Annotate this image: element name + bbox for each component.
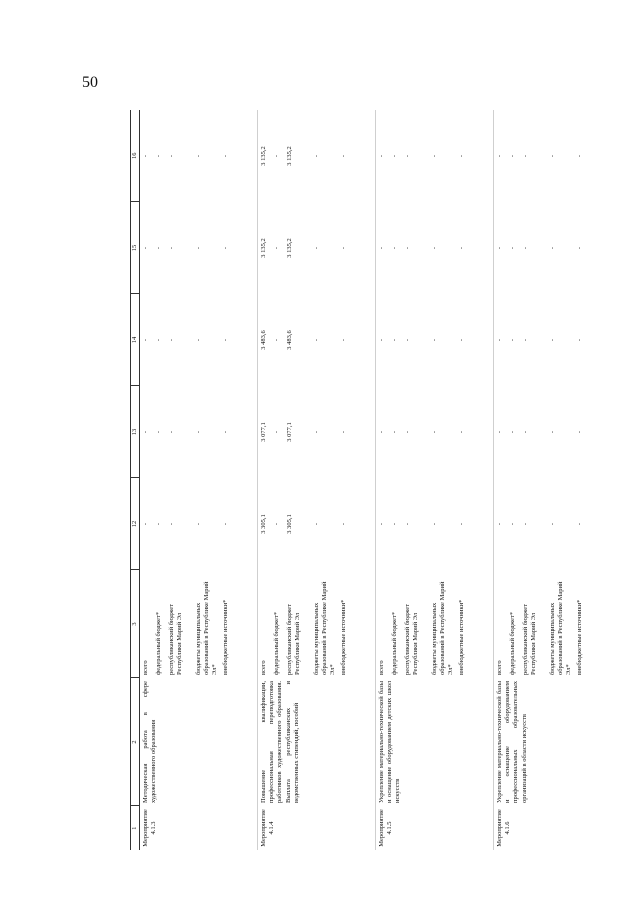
value-cell: - xyxy=(142,522,150,526)
page-number: 50 xyxy=(82,74,98,91)
value-cell: - xyxy=(313,338,321,342)
value-cell: - xyxy=(195,154,203,158)
value-cell: - xyxy=(431,154,439,158)
value-cell: - xyxy=(496,246,504,250)
value-column xyxy=(258,386,376,478)
funding-source-label: внебюджетные источники* xyxy=(576,599,584,675)
value-cell: - xyxy=(431,338,439,342)
value-cell: - xyxy=(313,522,321,526)
value-cell: - xyxy=(458,154,466,158)
value-cell: - xyxy=(142,338,150,342)
value-cell: - xyxy=(313,430,321,434)
value-cell: - xyxy=(378,430,386,434)
value-cell: 3 135,2 xyxy=(260,238,268,258)
value-cell: - xyxy=(222,522,230,526)
budget-table xyxy=(130,110,612,850)
measure-name: Методическая работа в сфере художественного образования xyxy=(142,681,158,803)
funding-source-label: республиканский бюджет Республики Марий Эл xyxy=(168,603,184,675)
value-cell: - xyxy=(431,246,439,250)
value-cell: - xyxy=(222,246,230,250)
measure-id: Мероприятие 4.1.5 xyxy=(376,806,494,850)
funding-source-label: бюджеты муниципальных образований в Республике Марий Эл* xyxy=(549,581,573,675)
measure-name: Повышение квалификации, профессиональная переподготовка работников художественного образования. Выплата республиканских и ведомственных стипендий, пособий xyxy=(258,678,376,806)
value-cell: - xyxy=(340,338,348,342)
funding-source-label: бюджеты муниципальных образований в Республике Марий Эл* xyxy=(431,581,455,675)
value-cell: - xyxy=(273,430,281,434)
value-cell: - xyxy=(195,246,203,250)
value-cell: - xyxy=(378,246,386,250)
value-cell: - xyxy=(273,246,281,250)
value-cell: 3 077,1 xyxy=(260,422,268,442)
value-column xyxy=(376,202,494,294)
header-row xyxy=(131,110,140,850)
value-cell: - xyxy=(273,154,281,158)
header-col-12: 12 xyxy=(131,478,140,570)
value-column xyxy=(140,478,258,570)
value-cell: - xyxy=(222,154,230,158)
value-cell: - xyxy=(509,246,517,250)
funding-source-label: федеральный бюджет* xyxy=(155,611,163,675)
measure-name: Укрепление материально-технической базы и оснащение оборудованием детских школ искусств xyxy=(376,678,494,806)
value-cell: 3 135,2 xyxy=(260,146,268,166)
value-cell: - xyxy=(340,430,348,434)
funding-source-label: республиканский бюджет Республики Марий Эл xyxy=(286,603,302,675)
value-cell: - xyxy=(273,522,281,526)
value-column xyxy=(494,294,612,386)
value-column xyxy=(258,478,376,570)
value-cell: 3 135,2 xyxy=(286,146,294,166)
value-column xyxy=(376,386,494,478)
funding-sources xyxy=(376,570,494,678)
value-cell: - xyxy=(509,338,517,342)
value-cell: - xyxy=(378,154,386,158)
value-column xyxy=(140,386,258,478)
funding-source-label: всего xyxy=(260,660,268,675)
value-cell: - xyxy=(458,522,466,526)
value-cell: - xyxy=(142,246,150,250)
value-cell: - xyxy=(549,430,557,434)
value-cell: - xyxy=(404,338,412,342)
value-cell: - xyxy=(340,522,348,526)
value-cell: - xyxy=(391,430,399,434)
funding-source-label: республиканский бюджет Республики Марий Эл xyxy=(522,603,538,675)
value-cell: - xyxy=(340,246,348,250)
value-cell: - xyxy=(391,338,399,342)
value-cell: - xyxy=(549,522,557,526)
funding-source-label: федеральный бюджет* xyxy=(509,611,517,675)
value-cell: - xyxy=(549,338,557,342)
value-column xyxy=(258,110,376,202)
funding-source-label: внебюджетные источники* xyxy=(340,599,348,675)
value-cell: - xyxy=(404,246,412,250)
value-cell: - xyxy=(142,430,150,434)
measure-id: Мероприятие 4.1.4 xyxy=(258,806,376,850)
value-cell: - xyxy=(509,154,517,158)
value-column xyxy=(494,386,612,478)
value-cell: - xyxy=(522,522,530,526)
funding-source-label: бюджеты муниципальных образований в Республике Марий Эл* xyxy=(313,581,337,675)
funding-source-label: внебюджетные источники* xyxy=(222,599,230,675)
value-cell: - xyxy=(496,522,504,526)
value-cell: - xyxy=(313,154,321,158)
value-cell: 3 483,6 xyxy=(286,330,294,350)
value-column xyxy=(140,294,258,386)
value-cell: - xyxy=(168,154,176,158)
funding-source-label: федеральный бюджет* xyxy=(391,611,399,675)
value-column xyxy=(140,202,258,294)
value-cell: - xyxy=(549,154,557,158)
table-row xyxy=(376,110,494,850)
value-cell: - xyxy=(431,430,439,434)
header-col-1: 1 xyxy=(131,806,140,850)
value-cell: - xyxy=(273,338,281,342)
value-cell: - xyxy=(391,522,399,526)
value-cell: - xyxy=(496,430,504,434)
rotated-table-container xyxy=(130,110,584,850)
value-column xyxy=(258,202,376,294)
value-cell: - xyxy=(195,338,203,342)
header-col-15: 15 xyxy=(131,202,140,294)
value-cell: - xyxy=(522,338,530,342)
value-cell: - xyxy=(458,338,466,342)
value-cell: - xyxy=(576,246,584,250)
value-cell: - xyxy=(549,246,557,250)
value-cell: - xyxy=(340,154,348,158)
value-cell: - xyxy=(195,430,203,434)
value-cell: - xyxy=(522,154,530,158)
value-cell: - xyxy=(522,246,530,250)
value-column xyxy=(140,110,258,202)
value-cell: - xyxy=(431,522,439,526)
header-col-13: 13 xyxy=(131,386,140,478)
funding-source-label: федеральный бюджет* xyxy=(273,611,281,675)
value-cell: - xyxy=(576,154,584,158)
value-cell: - xyxy=(168,338,176,342)
value-column xyxy=(494,478,612,570)
funding-sources xyxy=(494,570,612,678)
header-col-2: 2 xyxy=(131,678,140,806)
funding-sources xyxy=(140,570,258,678)
measure-id: Мероприятие 4.1.6 xyxy=(494,806,612,850)
value-cell: - xyxy=(509,430,517,434)
value-cell: - xyxy=(155,338,163,342)
value-cell: - xyxy=(155,522,163,526)
funding-source-label: внебюджетные источники* xyxy=(458,599,466,675)
value-cell: - xyxy=(458,430,466,434)
value-cell: - xyxy=(404,522,412,526)
value-cell: 3 305,1 xyxy=(260,514,268,534)
value-cell: - xyxy=(222,430,230,434)
funding-source-label: всего xyxy=(496,660,504,675)
value-cell: - xyxy=(168,246,176,250)
value-cell: - xyxy=(404,430,412,434)
value-cell: - xyxy=(522,430,530,434)
value-cell: - xyxy=(391,154,399,158)
value-column xyxy=(494,110,612,202)
header-col-16: 16 xyxy=(131,110,140,202)
value-column xyxy=(376,478,494,570)
value-column xyxy=(494,202,612,294)
funding-source-label: бюджеты муниципальных образований в Республике Марий Эл* xyxy=(195,581,219,675)
value-cell: 3 305,1 xyxy=(286,514,294,534)
value-cell: 3 483,6 xyxy=(260,330,268,350)
value-cell: - xyxy=(155,154,163,158)
header-col-14: 14 xyxy=(131,294,140,386)
funding-source-label: всего xyxy=(378,660,386,675)
value-cell: - xyxy=(404,154,412,158)
value-cell: 3 135,2 xyxy=(286,238,294,258)
value-cell: - xyxy=(155,246,163,250)
value-cell: - xyxy=(576,338,584,342)
value-cell: - xyxy=(496,338,504,342)
value-cell: - xyxy=(458,246,466,250)
table-row xyxy=(494,110,612,850)
measure-name: Укрепление материально-технической базы и оснащение оборудованием профессиональных образовательных организаций в области искусств xyxy=(494,678,612,806)
value-cell: - xyxy=(168,522,176,526)
funding-source-label: всего xyxy=(142,660,150,675)
value-cell: - xyxy=(168,430,176,434)
value-cell: - xyxy=(496,154,504,158)
value-cell: - xyxy=(378,338,386,342)
value-cell: - xyxy=(391,246,399,250)
value-cell: - xyxy=(378,522,386,526)
funding-sources xyxy=(258,570,376,678)
value-cell: - xyxy=(313,246,321,250)
funding-source-label: республиканский бюджет Республики Марий Эл xyxy=(404,603,420,675)
value-cell: - xyxy=(576,430,584,434)
value-cell: - xyxy=(155,430,163,434)
value-cell: - xyxy=(142,154,150,158)
measure-id: Мероприятие 4.1.3 xyxy=(142,809,158,847)
table-row xyxy=(258,110,376,850)
table-row xyxy=(140,110,258,850)
value-cell: - xyxy=(509,522,517,526)
value-cell: - xyxy=(576,522,584,526)
value-cell: 3 077,1 xyxy=(286,422,294,442)
value-cell: - xyxy=(222,338,230,342)
value-column xyxy=(376,110,494,202)
value-cell: - xyxy=(195,522,203,526)
value-column xyxy=(258,294,376,386)
header-col-3: 3 xyxy=(131,570,140,678)
value-column xyxy=(376,294,494,386)
